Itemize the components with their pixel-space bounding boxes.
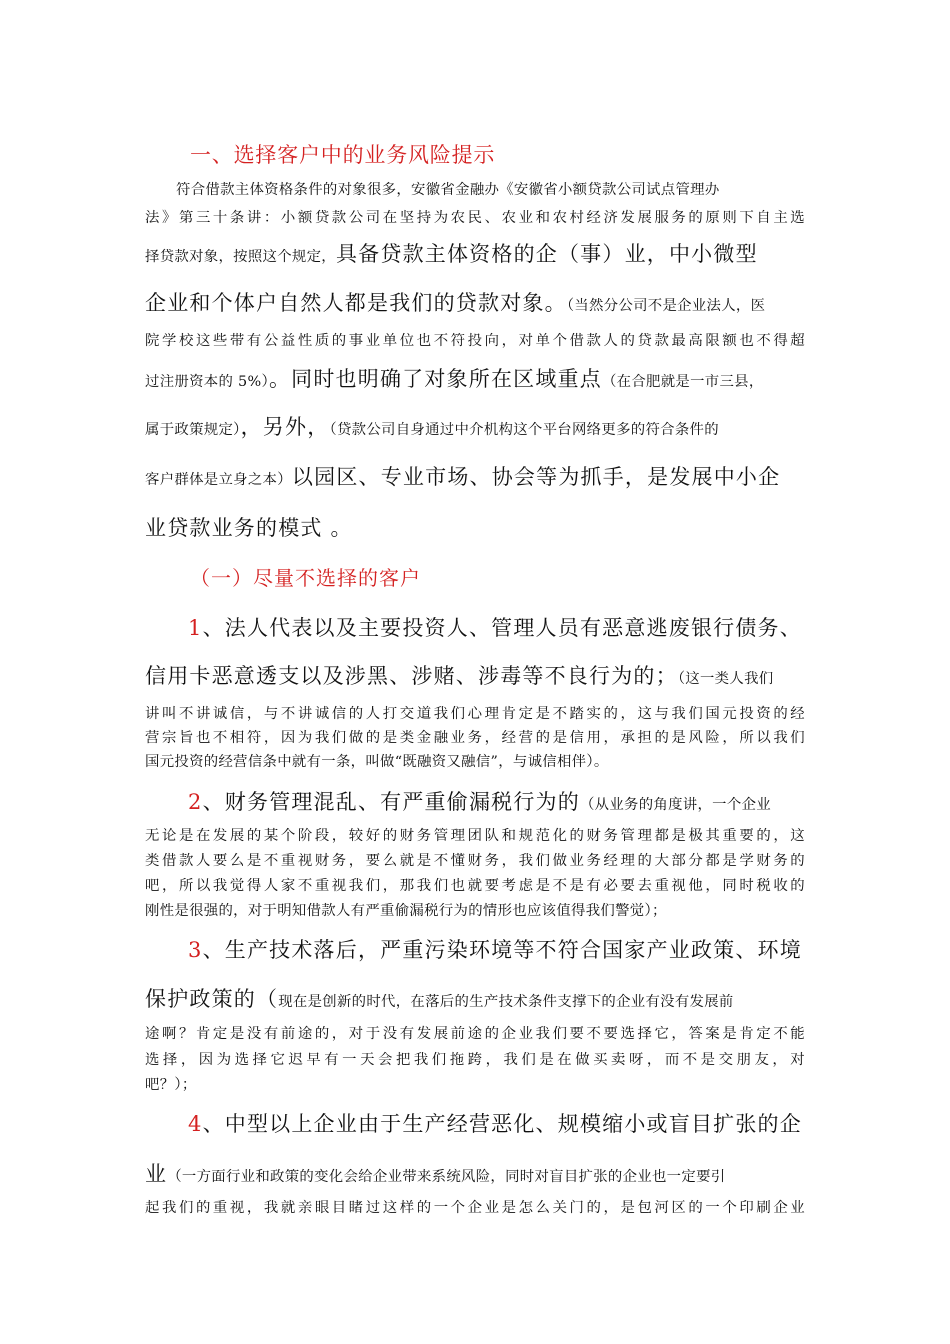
list-number: 2 [188,790,203,814]
list-item-line: 国元投资的经营信条中就有一条，叫做“既融资又融信”，与诚信相伴）。 [145,754,609,770]
text-run: 客户群体是立身之本） [145,472,292,488]
list-item-line: 选择，因为选择它迟早有一天会把我们拖跨，我们是在做买卖呀，而不是交朋友，对 [145,1052,805,1068]
list-item-line: 刚性是很强的，对于明知借款人有严重偷漏税行为的情形也应该值得我们警觉）； [145,903,667,919]
list-number: 1 [188,616,203,640]
list-number: 4 [188,1112,203,1136]
text-run: （在合肥就是一市三县， [601,374,764,390]
list-item-line [145,983,805,1013]
list-item-line [145,660,805,690]
paragraph-line [145,238,805,268]
text-run: 业 [145,1162,168,1186]
text-run: 以园区、专业市场、协会等为抓手，是发展中小企 [291,465,781,489]
text-run: 、法人代表以及主要投资人、管理人员有恶意逃废银行债务、 [202,616,802,640]
list-item-line [188,786,805,816]
text-run: 属于政策规定） [145,422,241,438]
text-run: 过注册资本的 5%） [145,374,269,390]
text-run: 、生产技术落后，严重污染环境等不符合国家产业政策、环境 [202,938,802,962]
paragraph-line: 院学校这些带有公益性质的事业单位也不符投向，对单个借款人的贷款最高限额也不得超 [145,333,805,349]
list-item-line: 无论是在发展的某个阶段，较好的财务管理团队和规范化的财务管理都是极其重要的，这 [145,828,805,844]
text-run: 、中型以上企业由于生产经营恶化、规模缩小或盲目扩张的企 [202,1112,802,1136]
text-run: 择贷款对象，按照这个规定， [145,249,336,265]
paragraph-line: 业贷款业务的模式 。 [145,516,353,540]
paragraph-line [145,287,805,317]
paragraph-line [145,461,805,491]
text-run: （贷款公司自身通过中介机构这个平台网络更多的符合条件的 [329,422,719,438]
list-item-line: 起我们的重视，我就亲眼目睹过这样的一个企业是怎么关门的，是包河区的一个印刷企业 [145,1200,805,1216]
section-heading: 一、选择客户中的业务风险提示 [190,143,496,167]
paragraph-line [145,411,805,441]
list-number: 3 [188,938,203,962]
list-item-line [188,1108,805,1138]
list-item-line: 途啊？肯定是没有前途的，对于没有发展前途的企业我们要不要选择它，答案是肯定不能 [145,1026,805,1042]
text-run: （从业务的角度讲，一个企业 [579,797,771,813]
text-run: 、财务管理混乱、有严重偷漏税行为的 [202,790,580,814]
text-run: 企业和个体户自然人都是我们的贷款对象。 [145,291,567,315]
text-run: 。同时也明确了对象所在区域重点 [268,367,602,391]
list-item-line: 讲叫不讲诚信，与不讲诚信的人打交道我们心理肯定是不踏实的，这与我们国元投资的经 [145,706,805,722]
list-item-line [188,934,805,964]
text-run: 信用卡恶意透支以及涉黑、涉赌、涉毒等不良行为的； [145,664,678,688]
list-item-line: 类借款人要么是不重视财务，要么就是不懂财务，我们做业务经理的大部分都是学财务的 [145,853,805,869]
text-run: 保护政策的（ [145,987,279,1011]
list-item-line [188,612,805,642]
text-run: ，另外， [240,415,330,439]
text-run: （一方面行业和政策的变化会给企业带来系统风险，同时对盲目扩张的企业也一定要引 [167,1169,726,1185]
list-item-line: 吧，所以我觉得人家不重视我们，那我们也就要考虑是不是有必要去重视他，同时税收的 [145,878,805,894]
list-item-line: 吧？）； [145,1077,197,1093]
text-run: （这一类人我们 [677,671,774,687]
paragraph-line: 法》第三十条讲：小额贷款公司在坚持为农民、农业和农村经济发展服务的原则下自主选 [145,210,805,226]
list-item-line: 营宗旨也不相符，因为我们做的是类金融业务，经营的是信用，承担的是风险，所以我们 [145,730,805,746]
paragraph-line: 符合借款主体资格条件的对象很多，安徽省金融办《安徽省小额贷款公司试点管理办 [176,182,720,198]
subsection-heading: （一）尽量不选择的客户 [190,566,421,590]
paragraph-line [145,363,805,393]
text-run: 具备贷款主体资格的企（事）业，中小微型 [335,242,758,266]
text-run: （当然分公司不是企业法人，医 [566,298,766,314]
text-run: 现在是创新的时代，在落后的生产技术条件支撑下的企业有没有发展前 [278,994,734,1010]
list-item-line [145,1158,805,1188]
